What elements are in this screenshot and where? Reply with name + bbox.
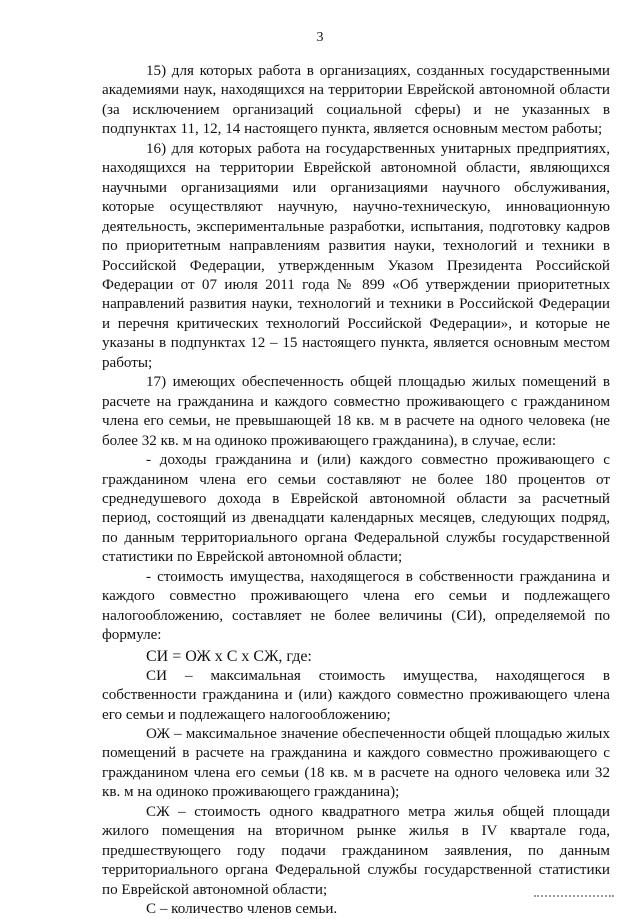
definition-s: С – количество членов семьи. [146, 901, 338, 918]
footer-scan-mark [534, 892, 614, 897]
formula: СИ = ОЖ х С х СЖ, где: [146, 647, 312, 665]
document-body [102, 62, 610, 919]
page-number: 3 [316, 30, 324, 45]
definition-si: СИ – максимальная стоимость имущества, находящегося в собственности гражданина и (или) каждого совместно проживающего члена его семьи и подлежащего налогообложению; [102, 667, 610, 723]
paragraph-item-17: 17) имеющих обеспеченность общей площадью жилых помещений в расчете на гражданина и каждого совместно проживающего с гражданином члена его семьи, не превышающей 18 кв. м в расчете на одного человека (не более 32 кв. м на одиноко проживающего гражданина), в случае, если: [102, 374, 610, 449]
definition-szh: СЖ – стоимость одного квадратного метра жилья общей площади жилого помещения на вторичном рынке жилья в IV квартале года, предшествующего году подачи гражданином заявления, по данным территориального органа Федеральной службы государственной статистики по Еврейской автономной области; [102, 803, 610, 898]
paragraph-property-condition: - стоимость имущества, находящегося в собственности гражданина и каждого совместно проживающего члена его семьи и подлежащего налогообложению, составляет не более величины (СИ), определяемой по формуле: [102, 568, 610, 644]
paragraph-income-condition: - доходы гражданина и (или) каждого совместно проживающего с гражданином члена его семьи составляют не более 180 процентов от среднедушевого дохода в Еврейской автономной области за расчетный период, состоящий из двенадцати календарных месяцев, следующих подряд, по данным территориального органа Федеральной службы государственной статистики по Еврейской автономной области; [102, 452, 610, 566]
paragraph-item-15: 15) для которых работа в организациях, созданных государственными академиями наук, находящихся на территории Еврейской автономной области (за исключением организаций социальной сферы) и не указанных в подпунктах 11, 12, 14 настоящего пункта, является основным местом работы; [102, 63, 610, 138]
definition-ozh: ОЖ – максимальное значение обеспеченности общей площадью жилых помещений в расчете на гражданина и каждого совместно проживающего с гражданином члена его семьи (18 кв. м в расчете на одного человека или 32 кв. м на одиноко проживающего гражданина); [102, 725, 610, 801]
paragraph-item-16: 16) для которых работа на государственных унитарных предприятиях, находящихся на территории Еврейской автономной области, являющихся научными организациями или организациями научного обслуживания, которые осуществляют научную, научно-техническую, инновационную деятельность, экспериментальные разработки, испытания, подготовку кадров по приоритетным направлениям развития науки, технологий и техники в Российской Федерации, утвержденным Указом Президента Российской Федерации от 07 июля 2011 года № 899 «Об утверждении приоритетных направлений развития науки, технологий и техники в Российской Федерации и перечня критических технологий Российской Федерации», и которые не указаны в подпунктах 12 – 15 настоящего пункта, является основным местом работы; [102, 140, 610, 371]
